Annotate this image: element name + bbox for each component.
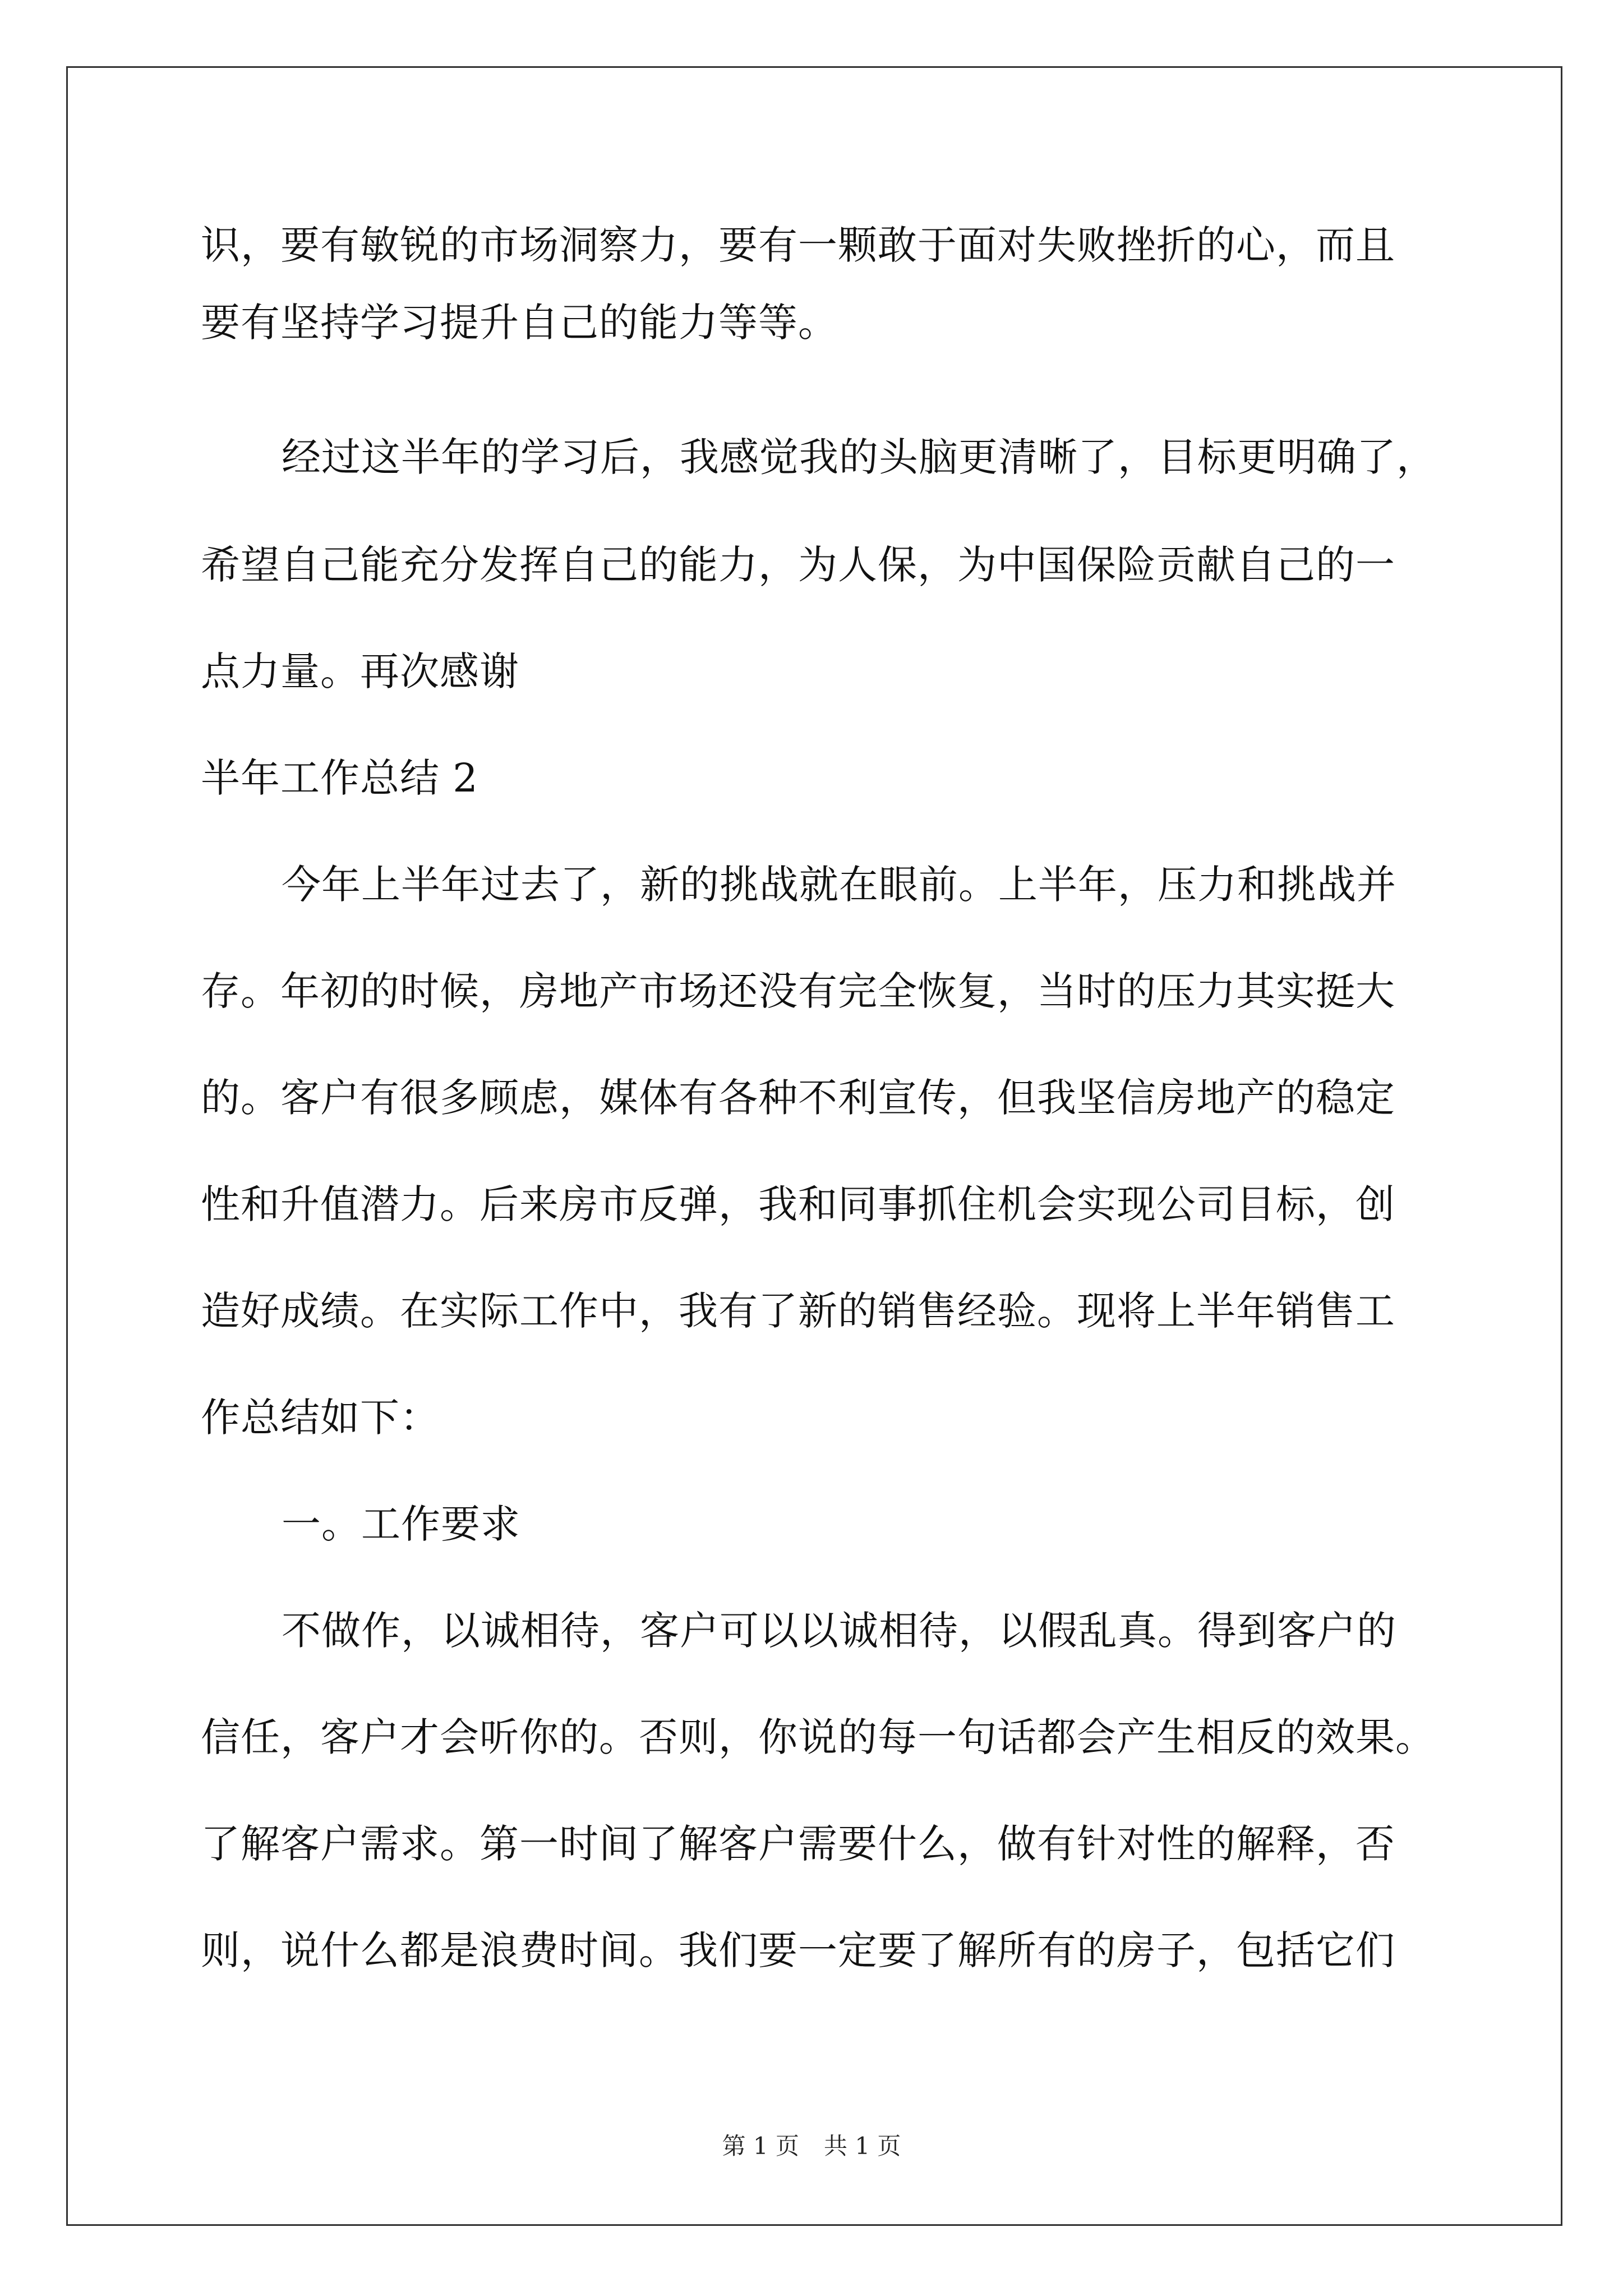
text-line: 了解客户需求。第一时间了解客户需要什么，做有针对性的解释，否 <box>201 1821 1395 1867</box>
section-heading: 半年工作总结 2 <box>201 755 478 801</box>
text-line: 的。客户有很多顾虑，媒体有各种不利宣传，但我坚信房地产的稳定 <box>201 1075 1395 1121</box>
paragraph-line: 经过这半年的学习后，我感觉我的头脑更清晰了，目标更明确了， <box>282 434 1436 480</box>
text-line: 造好成绩。在实际工作中，我有了新的销售经验。现将上半年销售工 <box>201 1288 1395 1334</box>
text-line: 识，要有敏锐的市场洞察力，要有一颗敢于面对失败挫折的心，而且 <box>201 222 1395 268</box>
text-line: 点力量。再次感谢 <box>201 648 519 694</box>
page-number: 第 1 页 <box>722 2132 799 2160</box>
text-line: 要有坚持学习提升自己的能力等等。 <box>201 300 838 346</box>
text-line: 性和升值潜力。后来房市反弹，我和同事抓住机会实现公司目标，创 <box>201 1181 1395 1227</box>
text-line: 作总结如下： <box>201 1395 440 1441</box>
page-footer <box>0 2129 1623 2163</box>
subheading: 一。工作要求 <box>282 1501 520 1547</box>
text-line: 存。年初的时候，房地产市场还没有完全恢复，当时的压力其实挺大 <box>201 968 1395 1014</box>
paragraph-line: 今年上半年过去了，新的挑战就在眼前。上半年，压力和挑战并 <box>282 862 1396 908</box>
text-line: 信任，客户才会听你的。否则，你说的每一句话都会产生相反的效果。 <box>201 1714 1435 1760</box>
text-line: 则，说什么都是浪费时间。我们要一定要了解所有的房子，包括它们 <box>201 1927 1395 1973</box>
page-total: 共 1 页 <box>824 2132 901 2160</box>
page-border <box>66 66 1562 2226</box>
paragraph-line: 不做作，以诚相待，客户可以以诚相待，以假乱真。得到客户的 <box>282 1608 1396 1654</box>
text-line: 希望自己能充分发挥自己的能力，为人保，为中国保险贡献自己的一 <box>201 542 1395 588</box>
